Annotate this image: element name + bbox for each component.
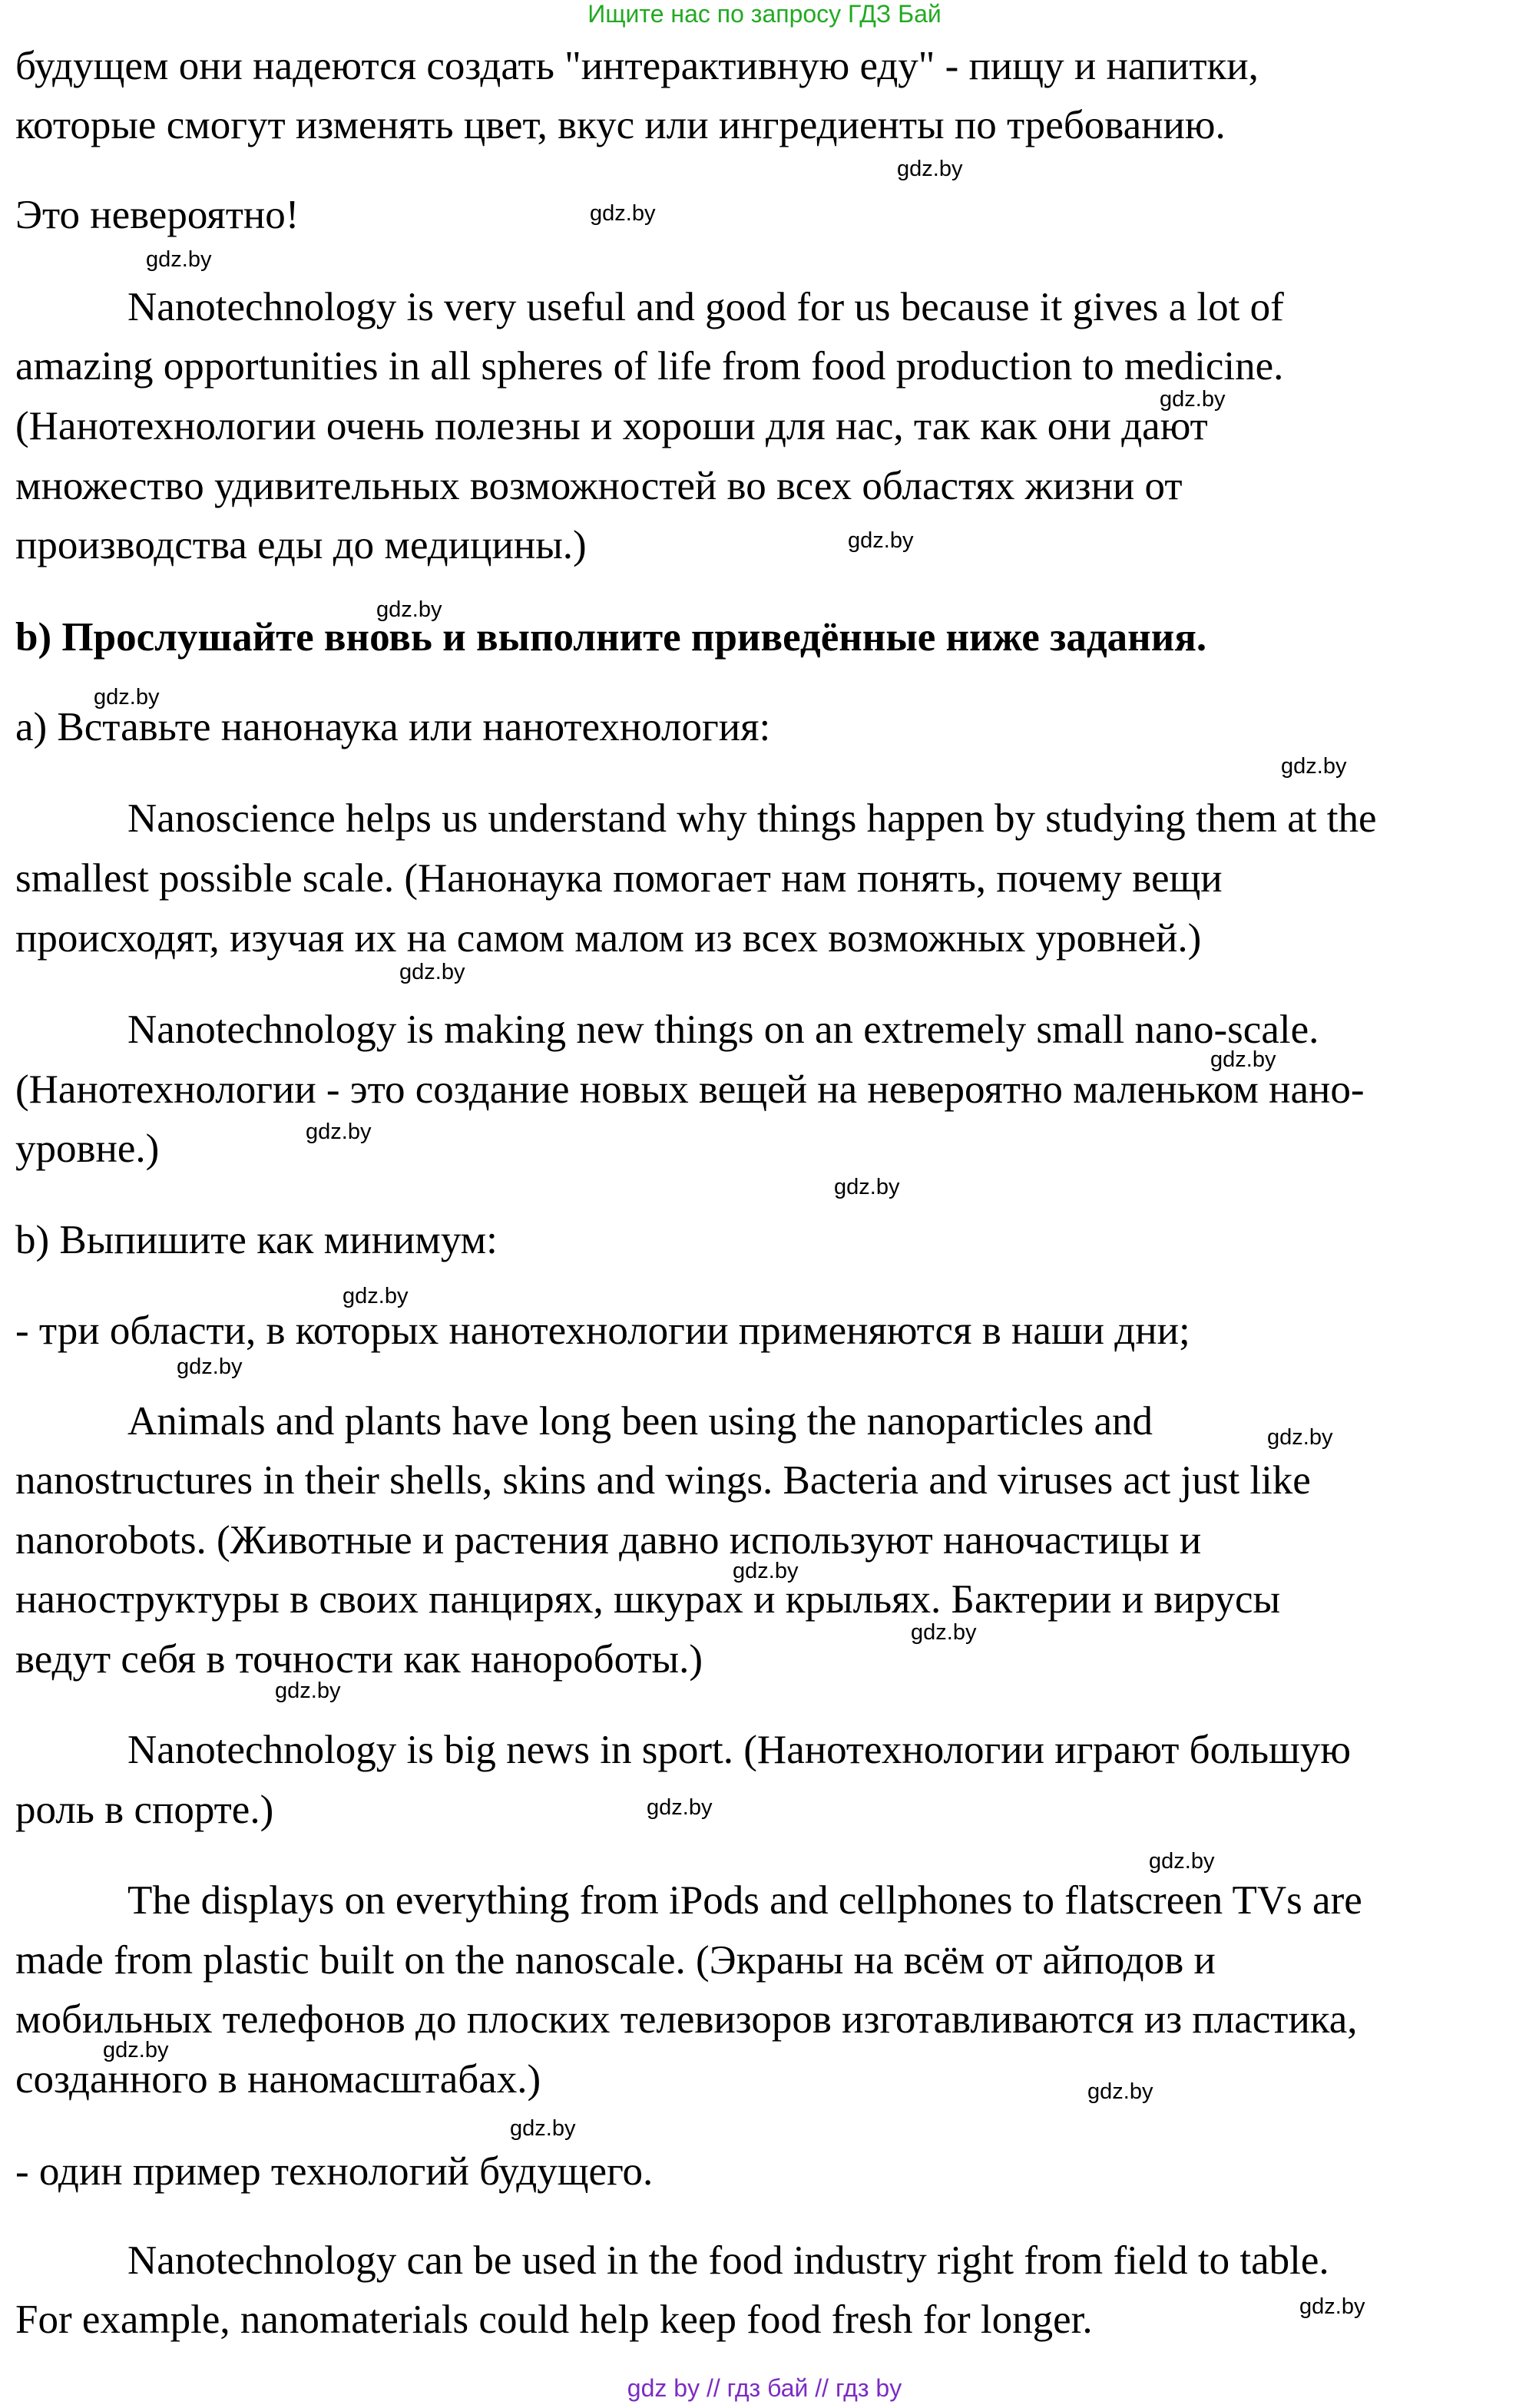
site-banner: Ищите нас по запросу ГДЗ Бай xyxy=(587,0,942,28)
watermark: gdz.by xyxy=(1299,2294,1365,2319)
list-item: - один пример технологий будущего. xyxy=(15,2149,654,2194)
watermark: gdz.by xyxy=(146,247,212,272)
text-line: производства еды до медицины.) xyxy=(15,523,587,567)
paragraph-start: Animals and plants have long been using the nanoparticles and xyxy=(127,1399,1153,1444)
paragraph-start: Nanoscience helps us understand why things happen by studying them at the xyxy=(127,796,1377,841)
watermark: gdz.by xyxy=(647,1795,713,1820)
watermark: gdz.by xyxy=(343,1284,409,1308)
watermark: gdz.by xyxy=(834,1175,900,1199)
text-line: будущем они надеются создать "интерактивную еду" - пищу и напитки, xyxy=(15,44,1259,88)
paragraph-start: The displays on everything from iPods and cellphones to flatscreen TVs are xyxy=(127,1878,1362,1923)
watermark: gdz.by xyxy=(1087,2079,1153,2104)
watermark: gdz.by xyxy=(1160,387,1226,412)
text-line: уровне.) xyxy=(15,1126,160,1171)
watermark: gdz.by xyxy=(1149,1849,1215,1874)
text-line: amazing opportunities in all spheres of life from food production to medicine. xyxy=(15,344,1284,389)
task-item: b) Выпишите как минимум: xyxy=(15,1218,498,1262)
paragraph-start: Nanotechnology is big news in sport. (Нанотехнологии играют большую xyxy=(127,1728,1351,1772)
text-line: которые смогут изменять цвет, вкус или ингредиенты по требованию. xyxy=(15,103,1226,147)
text-line: роль в спорте.) xyxy=(15,1788,274,1832)
watermark: gdz.by xyxy=(376,597,442,622)
watermark: gdz.by xyxy=(1281,754,1347,779)
list-item: - три области, в которых нанотехнологии применяются в наши дни; xyxy=(15,1308,1190,1353)
text-line: (Нанотехнологии очень полезны и хороши для нас, так как они дают xyxy=(15,404,1208,448)
text-line: (Нанотехнологии - это создание новых вещей на невероятно маленьком нано- xyxy=(15,1067,1365,1112)
watermark: gdz.by xyxy=(733,1559,799,1583)
text-line: smallest possible scale. (Нанонаука помогает нам понять, почему вещи xyxy=(15,856,1223,901)
watermark: gdz.by xyxy=(1210,1047,1276,1072)
watermark: gdz.by xyxy=(177,1354,243,1379)
paragraph-start: Nanotechnology is very useful and good for us because it gives a lot of xyxy=(127,285,1284,329)
text-line: ведут себя в точности как нанороботы.) xyxy=(15,1637,703,1682)
site-footer: gdz by // гдз бай // гдз by xyxy=(627,2374,902,2402)
text-line: nanostructures in their shells, skins and wings. Bacteria and viruses act just like xyxy=(15,1458,1311,1503)
watermark: gdz.by xyxy=(275,1679,341,1703)
text-line: множество удивительных возможностей во всех областях жизни от xyxy=(15,464,1183,508)
text-line: происходят, изучая их на самом малом из всех возможных уровней.) xyxy=(15,916,1202,961)
watermark: gdz.by xyxy=(1267,1425,1333,1450)
watermark: gdz.by xyxy=(590,201,656,226)
text-line: made from plastic built on the nanoscale. (Экраны на всём от айподов и xyxy=(15,1938,1216,1983)
watermark: gdz.by xyxy=(510,2116,576,2141)
text-line: Это невероятно! xyxy=(15,193,300,237)
text-line: For example, nanomaterials could help keep food fresh for longer. xyxy=(15,2297,1093,2342)
text-line: созданного в наномасштабах.) xyxy=(15,2057,541,2102)
task-item: a) Вставьте нанонаука или нанотехнология: xyxy=(15,705,771,749)
paragraph-start: Nanotechnology is making new things on an extremely small nano-scale. xyxy=(127,1007,1319,1052)
watermark: gdz.by xyxy=(94,685,160,710)
task-heading: b) Прослушайте вновь и выполните приведённые ниже задания. xyxy=(15,615,1207,660)
text-line: nanorobots. (Животные и растения давно используют наночастицы и xyxy=(15,1518,1202,1563)
text-line: мобильных телефонов до плоских телевизоров изготавливаются из пластика, xyxy=(15,1997,1358,2042)
watermark: gdz.by xyxy=(306,1120,372,1144)
watermark: gdz.by xyxy=(897,157,963,181)
watermark: gdz.by xyxy=(848,528,914,553)
watermark: gdz.by xyxy=(911,1620,977,1645)
watermark: gdz.by xyxy=(399,960,465,984)
watermark: gdz.by xyxy=(103,2038,169,2062)
paragraph-start: Nanotechnology can be used in the food industry right from field to table. xyxy=(127,2238,1329,2283)
text-line: наноструктуры в своих панцирях, шкурах и крыльях. Бактерии и вирусы xyxy=(15,1577,1281,1622)
